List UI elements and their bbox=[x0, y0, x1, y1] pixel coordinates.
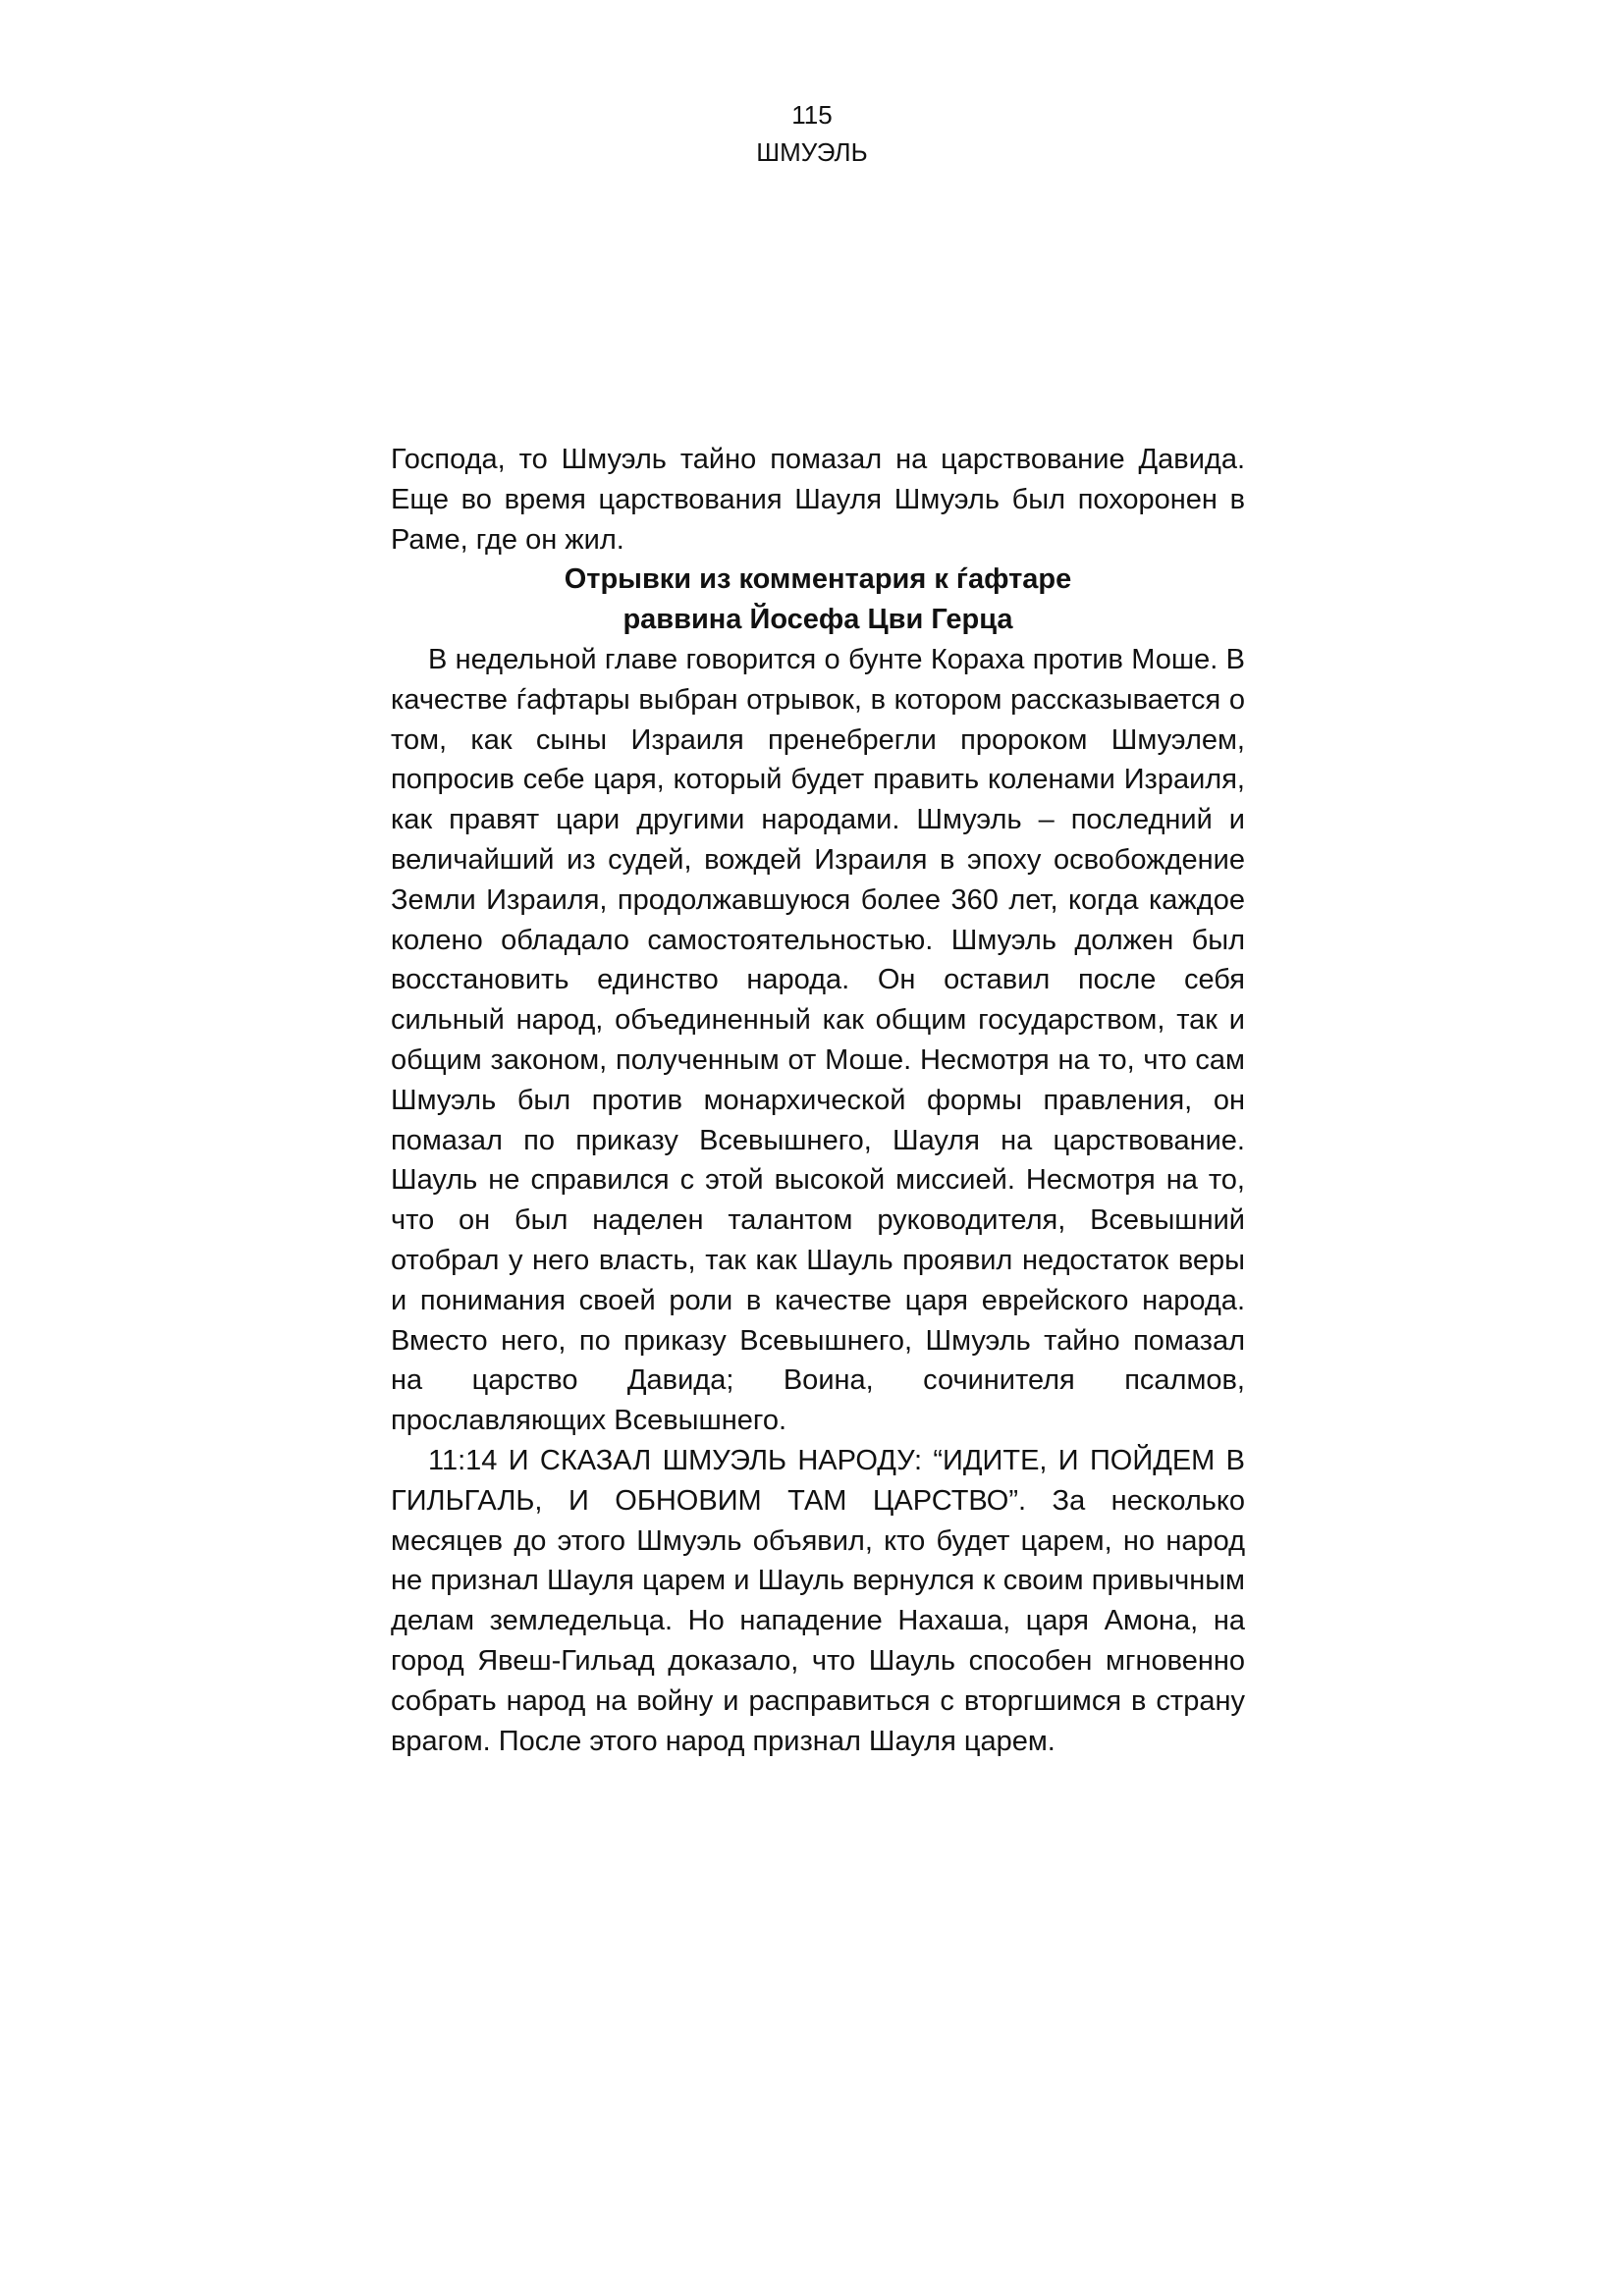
section-heading-line-1: Отрывки из комментария к ѓафтаре bbox=[564, 563, 1072, 596]
page-header bbox=[0, 96, 1624, 171]
section-heading bbox=[391, 560, 1245, 640]
commentary-paragraph-1: В недельной главе говорится о бунте Кораха против Моше. В качестве ѓафтары выбран отрывок, в котором рассказывается о том, как сыны Израиля пренебрегли пророком Шмуэлем, попросив себе царя, который будет править коленами Израиля, как правят цари другими народами. Шмуэль – последний и величайший из судей, вождей Израиля в эпоху освобождение Земли Израиля, продолжавшуюся более 360 лет, когда каждое колено обладало самостоятельностью. Шмуэль должен был восстановить единство народа. Он оставил после себя сильный народ, объединенный как общим государством, так и общим законом, полученным от Моше. Несмотря на то, что сам Шмуэль был против монархической формы правления, он помазал по приказу Всевышнего, Шауля на царствование. Шауль не справился с этой высокой миссией. Несмотря на то, что он был наделен талантом руководителя, Всевышний отобрал у него власть, так как Шауль проявил недостаток веры и понимания своей роли в качестве царя еврейского народа. Вместо него, по приказу Всевышнего, Шмуэль тайно помазал на царство Давида; Воина, сочинителя псалмов, прославляющих Всевышнего. bbox=[391, 643, 1245, 1437]
running-title: ШМУЭЛЬ bbox=[756, 137, 868, 167]
page-body bbox=[391, 440, 1245, 1761]
intro-paragraph: Господа, то Шмуэль тайно помазал на царствование Давида. Еще во время царствования Шауля Шмуэль был похоронен в Раме, где он жил. bbox=[391, 444, 1245, 556]
page-number: 115 bbox=[791, 100, 833, 130]
section-heading-line-2: раввина Йосефа Цви Герца bbox=[623, 604, 1013, 636]
commentary-paragraph-2: 11:14 И СКАЗАЛ ШМУЭЛЬ НАРОДУ: “ИДИТЕ, И ПОЙДЕМ В ГИЛЬГАЛЬ, И ОБНОВИМ ТАМ ЦАРСТВО”. За несколько месяцев до этого Шмуэль объявил, кто будет царем, но народ не признал Шауля царем и Шауль вернулся к своим привычным делам земледельца. Но нападение Нахаша, царя Амона, на город Явеш-Гильад доказало, что Шауль способен мгновенно собрать народ на войну и расправиться с вторгшимся в страну врагом. После этого народ признал Шауля царем. bbox=[391, 1444, 1245, 1757]
